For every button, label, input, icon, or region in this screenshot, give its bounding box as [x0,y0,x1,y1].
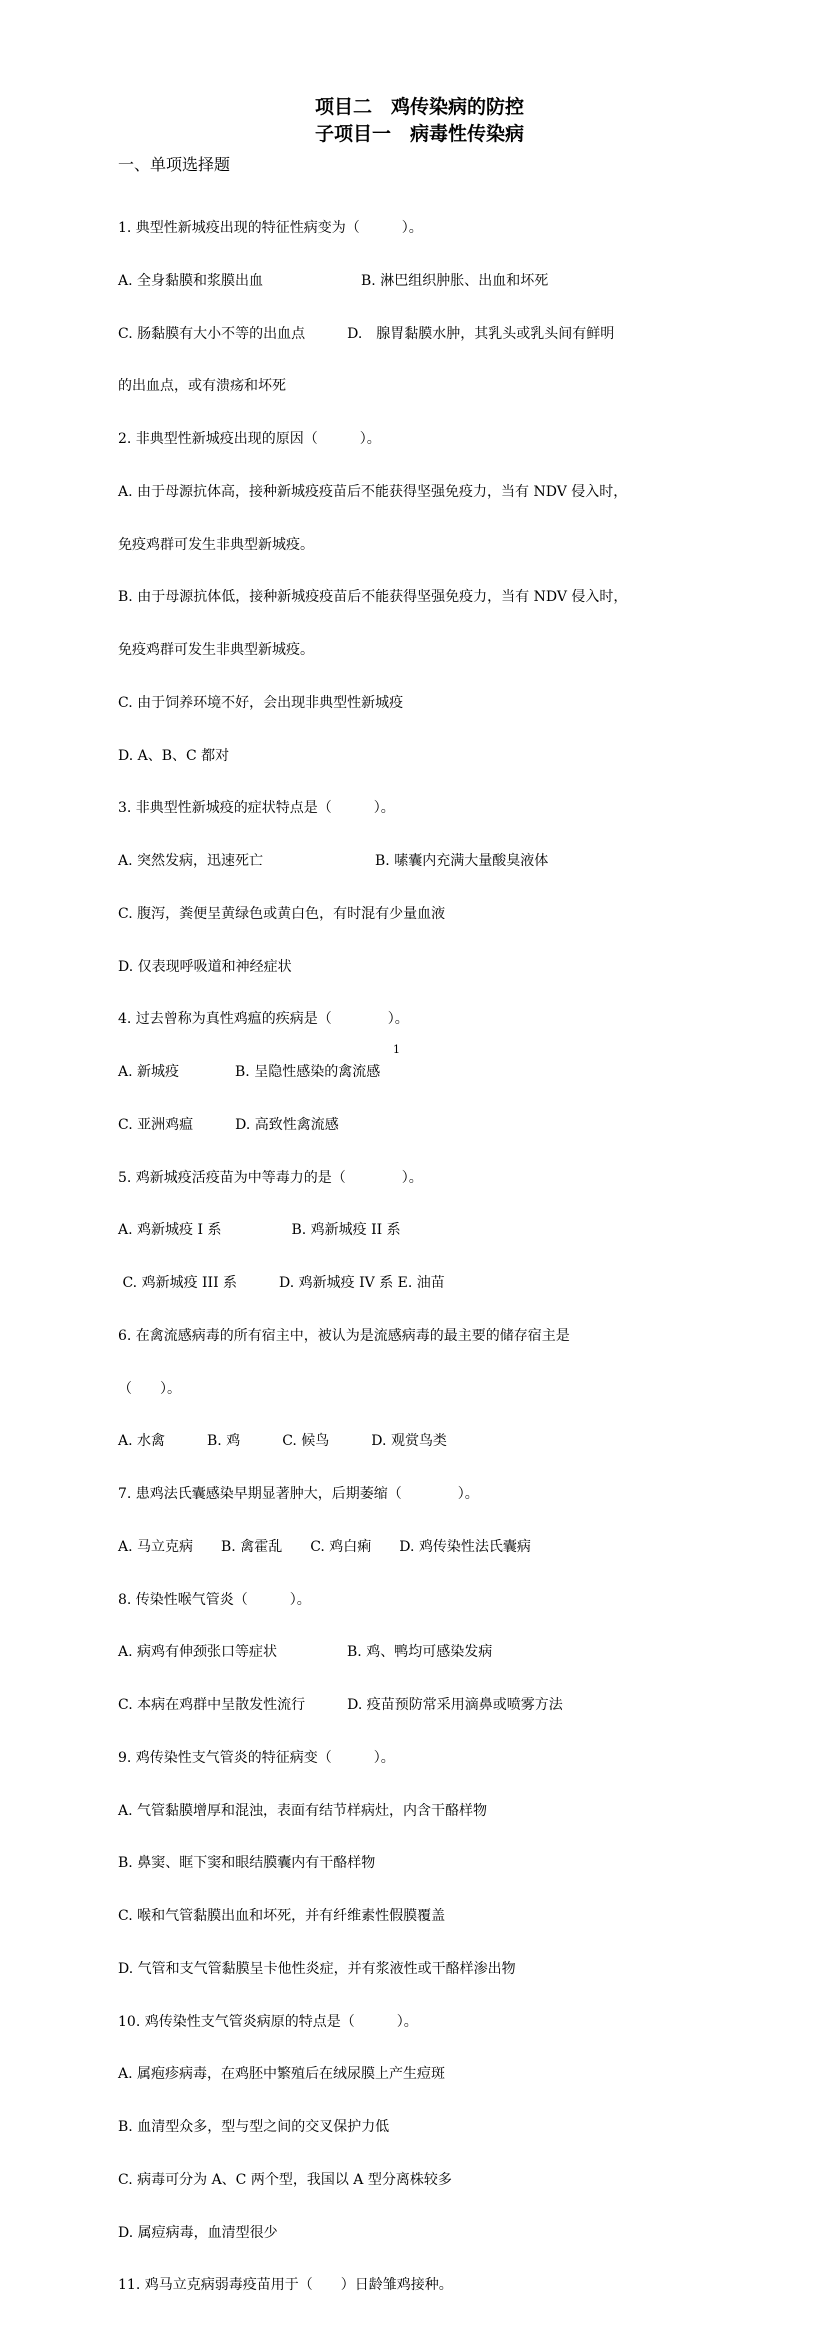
text-line: 1. 典型性新城疫出现的特征性病变为（ ）。 [118,220,423,236]
document-title: 项目二 鸡传染病的防控 [314,96,524,118]
text-line: A. 由于母源抗体高，接种新城疫疫苗后不能获得坚强免疫力，当有 NDV 侵入时， [118,483,628,500]
text-line: A. 新城疫 B. 呈隐性感染的禽流感 [118,1064,381,1080]
text-line: 10. 鸡传染性支气管炎病原的特点是（ ）。 [118,2013,418,2030]
text-line: 的出血点，或有溃疡和坏死 [118,378,286,395]
text-line: B. 血清型众多，型与型之间的交叉保护力低 [118,2119,390,2135]
text-line: C. 亚洲鸡瘟 D. 高致性禽流感 [118,1116,339,1133]
text-line: 4. 过去曾称为真性鸡瘟的疾病是（ ）。 [118,1011,409,1028]
text-line: 7. 患鸡法氏囊感染早期显著肿大，后期萎缩（ ）。 [118,1486,479,1502]
text-line: A. 马立克病 B. 禽霍乱 C. 鸡白痢 D. 鸡传染性法氏囊病 [118,1538,531,1555]
text-line: （ ）。 [118,1380,181,1397]
text-line: 免疫鸡群可发生非典型新城疫。 [118,536,314,553]
text-line: 3. 非典型性新城疫的症状特点是（ ）。 [118,800,395,817]
text-line: C. 鸡新城疫 III 系 D. 鸡新城疫 IV 系 E. 油苗 [118,1275,445,1291]
text-line: C. 腹泻，粪便呈黄绿色或黄白色，有时混有少量血液 [118,905,446,922]
text-line: A. 病鸡有伸颈张口等症状 B. 鸡、鸭均可感染发病 [118,1644,493,1661]
text-line: 6. 在禽流感病毒的所有宿主中，被认为是流感病毒的最主要的储存宿主是 [118,1327,570,1344]
text-line: A. 全身黏膜和浆膜出血 B. 淋巴组织肿胀、出血和坏死 [118,272,549,289]
text-line: C. 病毒可分为 A、C 两个型，我国以 A 型分离株较多 [118,2171,452,2188]
text-line: 9. 鸡传染性支气管炎的特征病变（ ）。 [118,1749,395,1766]
text-line: 11. 鸡马立克病弱毒疫苗用于（ ）日龄雏鸡接种。 [118,2277,453,2294]
text-line: C. 由于饲养环境不好，会出现非典型性新城疫 [118,694,404,711]
text-line: D. 属痘病毒，血清型很少 [118,2224,278,2241]
document-subtitle: 子项目一 病毒性传染病 [314,123,524,145]
text-line: A. 突然发病，迅速死亡 B. 嗉囊内充满大量酸臭液体 [118,853,549,869]
text-line: D. 仅表现呼吸道和神经症状 [118,958,292,975]
text-line: D. A、B、C 都对 [118,747,230,764]
text-line: C. 本病在鸡群中呈散发性流行 D. 疫苗预防常采用滴鼻或喷雾方法 [118,1697,563,1713]
text-line: A. 气管黏膜增厚和混浊，表面有结节样病灶，内含干酪样物 [118,1802,488,1819]
text-line: C. 肠黏膜有大小不等的出血点 D. 腺胃黏膜水肿，其乳头或乳头间有鲜明 [118,325,615,342]
text-line: 8. 传染性喉气管炎（ ）。 [118,1591,311,1608]
text-line: 免疫鸡群可发生非典型新城疫。 [118,642,314,658]
question-list [118,186,688,2328]
text-line: A. 鸡新城疫 I 系 B. 鸡新城疫 II 系 [118,1222,401,1239]
text-line: D. 气管和支气管黏膜呈卡他性炎症，并有浆液性或干酪样渗出物 [118,1960,516,1977]
text-line: A. 水禽 B. 鸡 C. 候鸟 D. 观赏鸟类 [118,1433,447,1450]
text-line: 5. 鸡新城疫活疫苗为中等毒力的是（ ）。 [118,1169,423,1186]
text-line: A. 属疱疹病毒，在鸡胚中繁殖后在绒尿膜上产生痘斑 [118,2066,446,2083]
page-number: 1 [393,1043,400,1056]
text-line: 2. 非典型性新城疫出现的原因（ ）。 [118,431,381,447]
text-line: B. 由于母源抗体低，接种新城疫疫苗后不能获得坚强免疫力，当有 NDV 侵入时， [118,589,628,606]
section-heading: 一、单项选择题 [118,155,231,174]
text-line: C. 喉和气管黏膜出血和坏死，并有纤维素性假膜覆盖 [118,1908,446,1924]
text-line: B. 鼻窦、眶下窦和眼结膜囊内有干酪样物 [118,1855,376,1872]
